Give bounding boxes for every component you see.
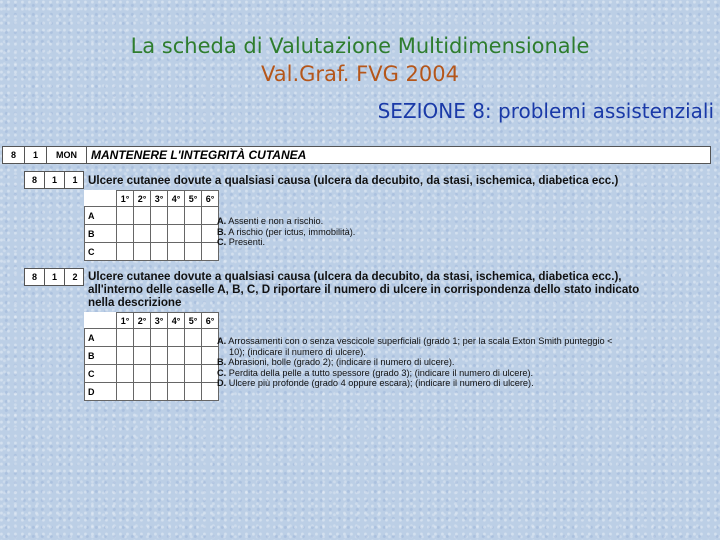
item1-col-4: 4° bbox=[168, 191, 185, 207]
grid-cell[interactable] bbox=[202, 225, 219, 243]
item1-col-6: 6° bbox=[202, 191, 219, 207]
grid-cell[interactable] bbox=[202, 365, 219, 383]
item2-option-a-cont: 10); (indicare il numero di ulcere). bbox=[229, 346, 366, 357]
item1-code-1: 8 bbox=[25, 172, 45, 188]
grid-cell[interactable] bbox=[134, 365, 151, 383]
item2-option-a: A. Arrossamenti con o senza vescicole superficiali (grado 1; per la scala Exton Smith punteggio < bbox=[217, 336, 613, 346]
grid-cell[interactable] bbox=[202, 329, 219, 347]
item1-option-a: A. Assenti e non a rischio. bbox=[217, 216, 324, 226]
item1-row-a: A bbox=[85, 207, 117, 225]
item2-row-d: D bbox=[85, 383, 117, 401]
item2-col-4: 4° bbox=[168, 313, 185, 329]
item1-codes bbox=[24, 171, 84, 189]
grid-cell[interactable] bbox=[185, 347, 202, 365]
item2-question: Ulcere cutanee dovute a qualsiasi causa (ulcera da decubito, da stasi, ischemica, diabetica ecc.), all'interno delle caselle A, B, C, D riportare il numero di ulcere in corrispondenza dello stato indicato nella descrizione bbox=[88, 270, 640, 309]
item1-row-b: B bbox=[85, 225, 117, 243]
grid-cell[interactable] bbox=[185, 225, 202, 243]
item2-option-d: D. Ulcere più profonde (grado 4 oppure escara); (indicare il numero di ulcere). bbox=[217, 378, 534, 388]
grid-cell[interactable] bbox=[117, 383, 134, 401]
item2-options bbox=[217, 336, 712, 389]
item1-col-2: 2° bbox=[134, 191, 151, 207]
item2-code-3: 2 bbox=[72, 272, 78, 282]
section-title: SEZIONE 8: problemi assistenziali bbox=[377, 99, 714, 123]
grid-cell[interactable] bbox=[202, 243, 219, 261]
grid-cell[interactable] bbox=[168, 383, 185, 401]
item2-codes bbox=[24, 268, 84, 286]
item2-option-b: B. Abrasioni, bolle (grado 2); (indicare il numero di ulcere). bbox=[217, 357, 455, 367]
title-line-2: Val.Graf. FVG 2004 bbox=[261, 62, 459, 86]
grid-cell[interactable] bbox=[185, 329, 202, 347]
grid-cell[interactable] bbox=[117, 243, 134, 261]
item2-row-c: C bbox=[85, 365, 117, 383]
grid-cell[interactable] bbox=[202, 347, 219, 365]
grid-cell[interactable] bbox=[134, 225, 151, 243]
grid-cell[interactable] bbox=[117, 207, 134, 225]
item2-col-2: 2° bbox=[134, 313, 151, 329]
grid-cell[interactable] bbox=[168, 347, 185, 365]
header-code-2: 1 bbox=[25, 147, 47, 163]
grid-cell[interactable] bbox=[151, 329, 168, 347]
grid-cell[interactable] bbox=[168, 329, 185, 347]
item1-col-5: 5° bbox=[185, 191, 202, 207]
item1-question: Ulcere cutanee dovute a qualsiasi causa (ulcera da decubito, da stasi, ischemica, diabetica ecc.) bbox=[88, 174, 619, 187]
grid-cell[interactable] bbox=[151, 225, 168, 243]
item1-col-3: 3° bbox=[151, 191, 168, 207]
item1-grid bbox=[84, 190, 219, 261]
grid-cell[interactable] bbox=[117, 365, 134, 383]
header-code-3: MON bbox=[47, 147, 87, 163]
grid-cell[interactable] bbox=[151, 243, 168, 261]
header-code-1: 8 bbox=[3, 147, 25, 163]
item2-col-5: 5° bbox=[185, 313, 202, 329]
item1-options bbox=[217, 216, 687, 248]
grid-cell[interactable] bbox=[185, 207, 202, 225]
grid-cell[interactable] bbox=[151, 383, 168, 401]
item2-code-1: 8 bbox=[25, 269, 45, 285]
item1-col-1: 1° bbox=[117, 191, 134, 207]
item1-option-c: C. Presenti. bbox=[217, 237, 266, 247]
item2-code-2: 1 bbox=[45, 269, 65, 285]
grid-cell[interactable] bbox=[185, 365, 202, 383]
header-label: MANTENERE L'INTEGRITÀ CUTANEA bbox=[91, 148, 307, 162]
grid-cell[interactable] bbox=[117, 347, 134, 365]
grid-cell[interactable] bbox=[151, 365, 168, 383]
item2-row-b: B bbox=[85, 347, 117, 365]
grid-cell[interactable] bbox=[134, 329, 151, 347]
grid-cell[interactable] bbox=[117, 329, 134, 347]
grid-cell[interactable] bbox=[168, 243, 185, 261]
item1-code-3: 1 bbox=[72, 175, 78, 185]
item2-row-a: A bbox=[85, 329, 117, 347]
item1-code-2: 1 bbox=[45, 172, 65, 188]
item1-row-c: C bbox=[85, 243, 117, 261]
item2-col-1: 1° bbox=[117, 313, 134, 329]
grid-cell[interactable] bbox=[185, 383, 202, 401]
item2-col-6: 6° bbox=[202, 313, 219, 329]
item2-option-c: C. Perdita della pelle a tutto spessore (grado 3); (indicare il numero di ulcere). bbox=[217, 367, 534, 378]
grid-cell[interactable] bbox=[134, 347, 151, 365]
grid-cell[interactable] bbox=[168, 207, 185, 225]
grid-cell[interactable] bbox=[202, 383, 219, 401]
grid-cell[interactable] bbox=[151, 347, 168, 365]
grid-cell[interactable] bbox=[151, 207, 168, 225]
grid-cell[interactable] bbox=[202, 207, 219, 225]
item2-grid bbox=[84, 312, 219, 401]
item2-col-3: 3° bbox=[151, 313, 168, 329]
title-line-1: La scheda di Valutazione Multidimensionale bbox=[130, 34, 590, 58]
grid-cell[interactable] bbox=[168, 365, 185, 383]
header-row bbox=[2, 146, 711, 164]
grid-cell[interactable] bbox=[134, 243, 151, 261]
grid-cell[interactable] bbox=[134, 383, 151, 401]
grid-cell[interactable] bbox=[185, 243, 202, 261]
item1-option-b: B. A rischio (per ictus, immobilità). bbox=[217, 226, 356, 237]
grid-cell[interactable] bbox=[117, 225, 134, 243]
grid-cell[interactable] bbox=[168, 225, 185, 243]
grid-cell[interactable] bbox=[134, 207, 151, 225]
